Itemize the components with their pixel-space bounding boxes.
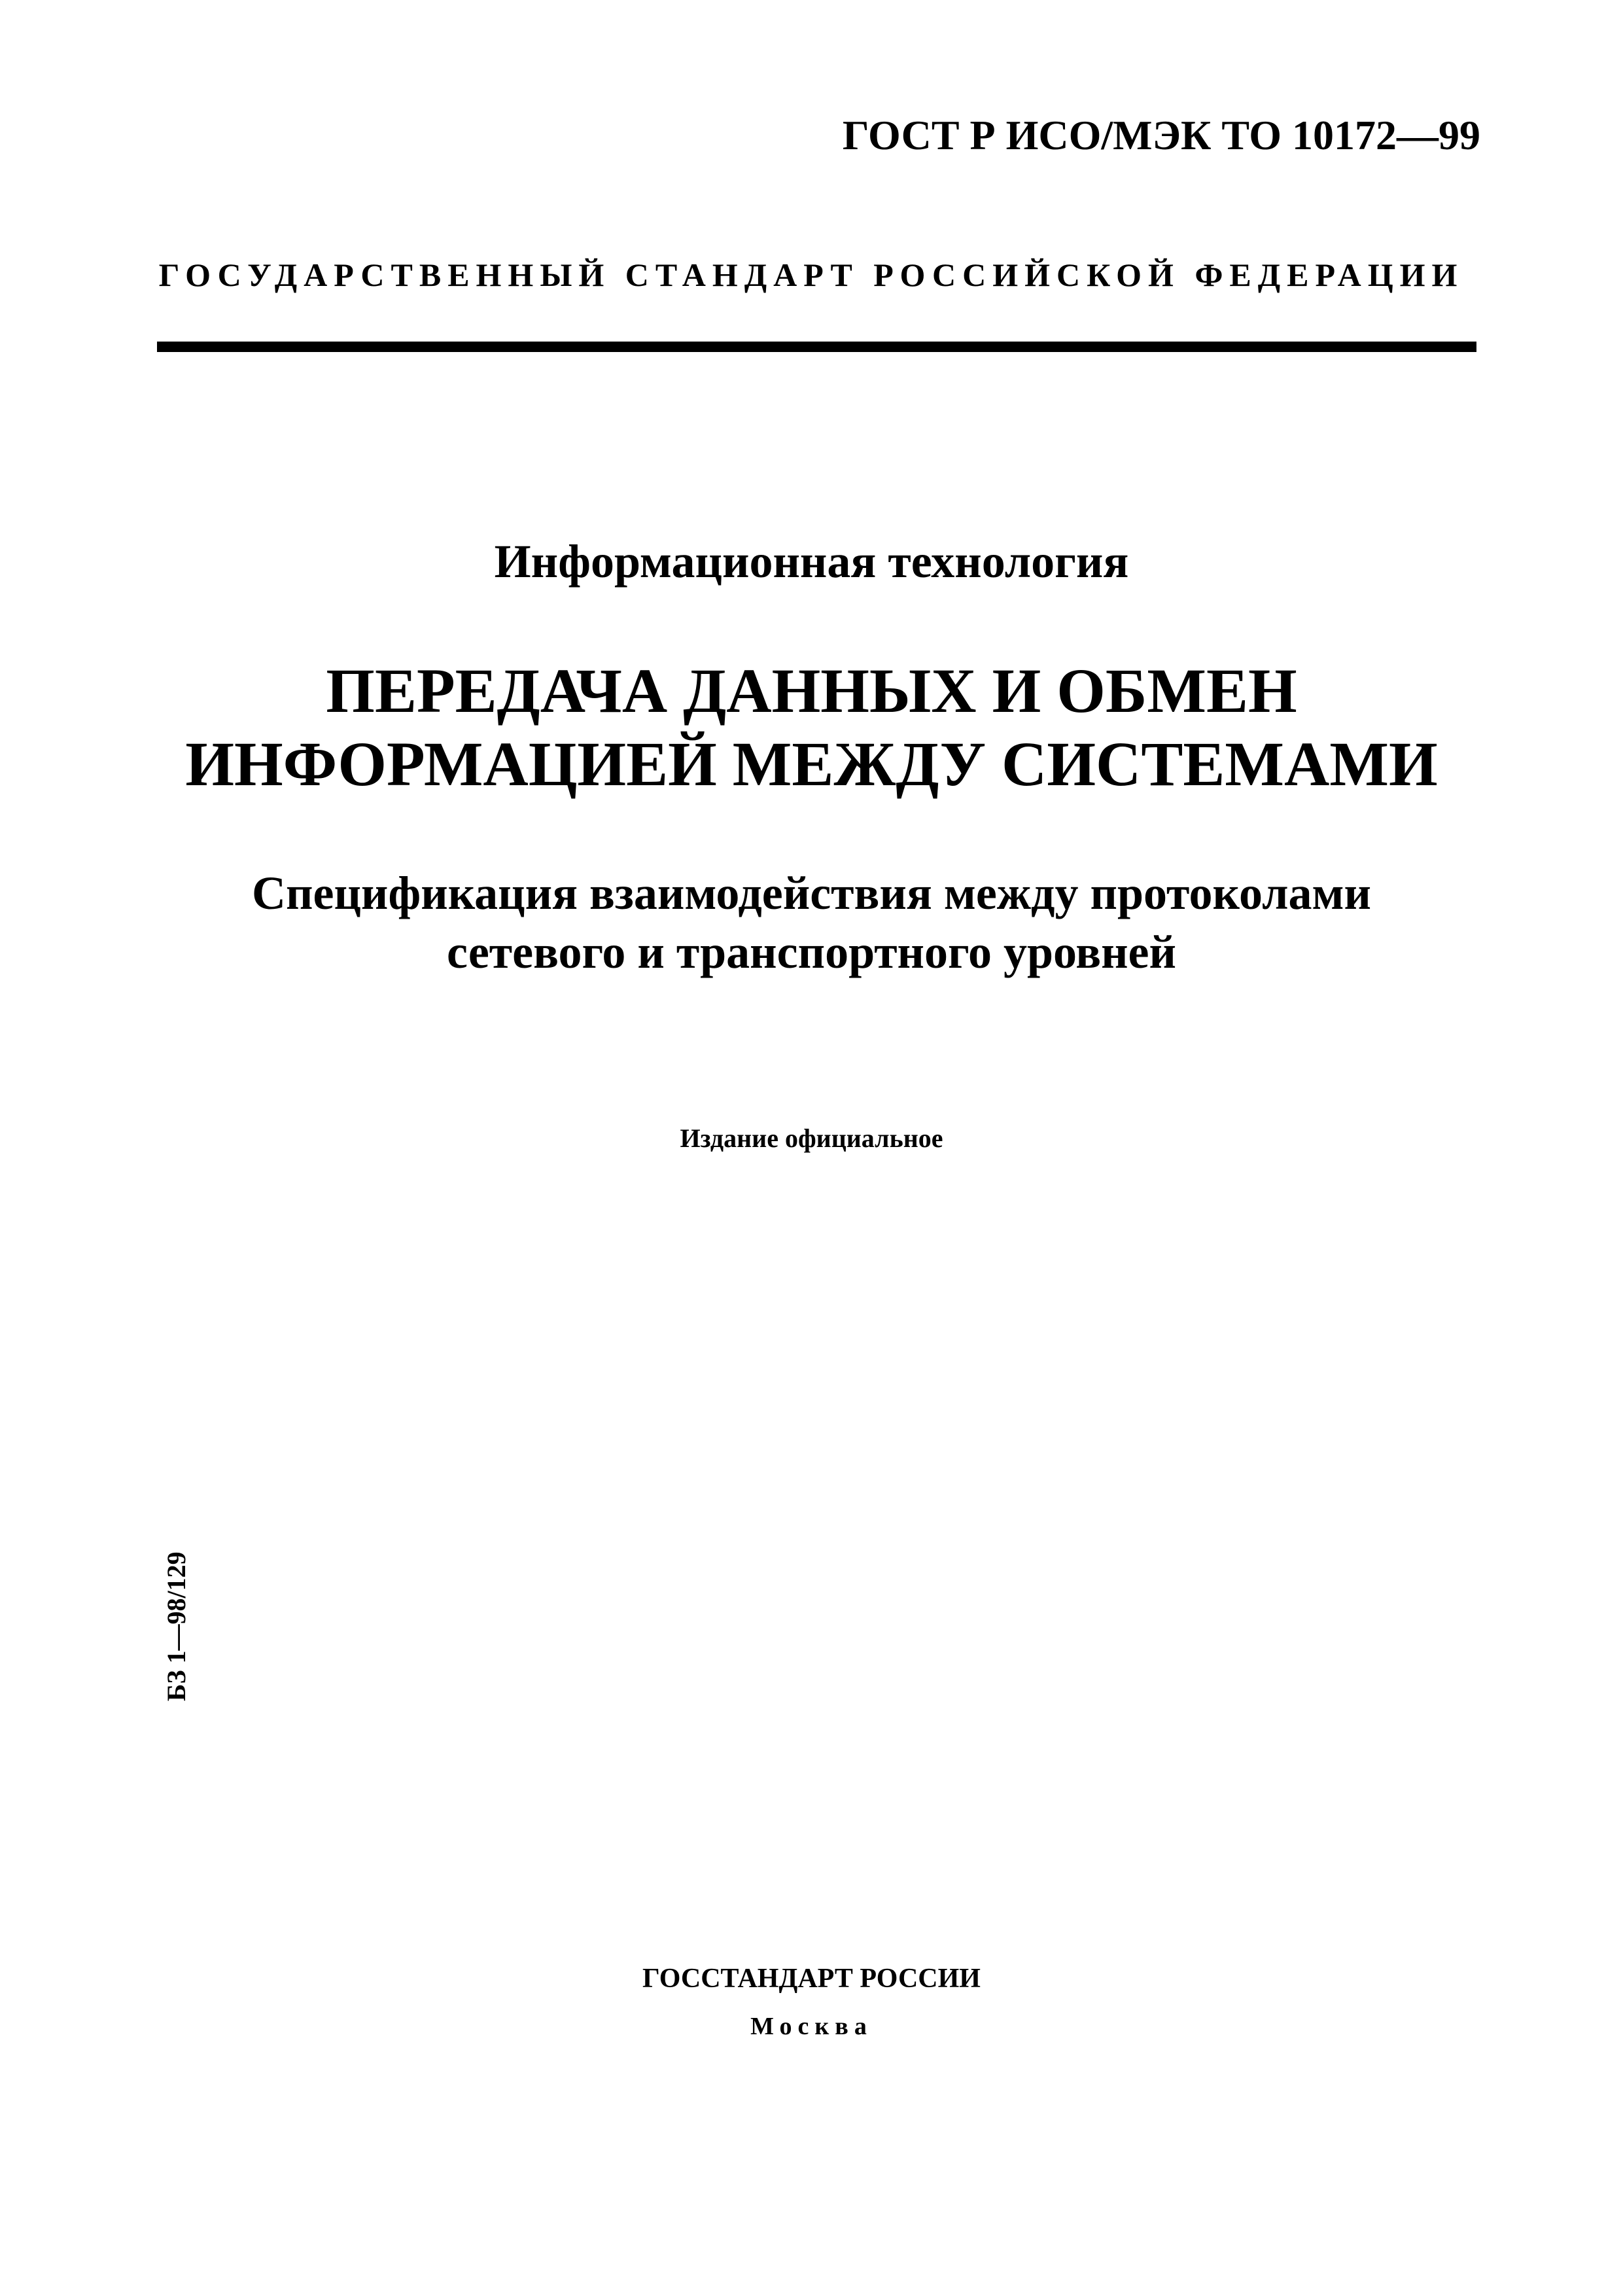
main-title-line: ИНФОРМАЦИЕЙ МЕЖДУ СИСТЕМАМИ [185,729,1438,799]
side-code-vertical: БЗ 1—98/129 [162,1551,191,1701]
main-title [0,654,1623,801]
header-state-standard: ГОСУДАРСТВЕННЫЙ СТАНДАРТ РОССИЙСКОЙ ФЕДЕРАЦИИ [158,256,1464,293]
subject-heading: Информационная технология [494,535,1129,588]
standard-number: ГОСТ Р ИСО/МЭК ТО 10172—99 [842,112,1480,158]
main-title-line: ПЕРЕДАЧА ДАННЫХ И ОБМЕН [326,656,1297,726]
publisher-city: Москва [750,2013,873,2040]
edition-label: Издание официальное [680,1123,943,1153]
subtitle-line: Спецификация взаимодействия между протоколами [252,867,1371,919]
header-divider [157,342,1476,352]
subtitle [0,864,1623,981]
publisher-name: ГОССТАНДАРТ РОССИИ [642,1964,981,1994]
subtitle-line: сетевого и транспортного уровней [446,926,1176,978]
